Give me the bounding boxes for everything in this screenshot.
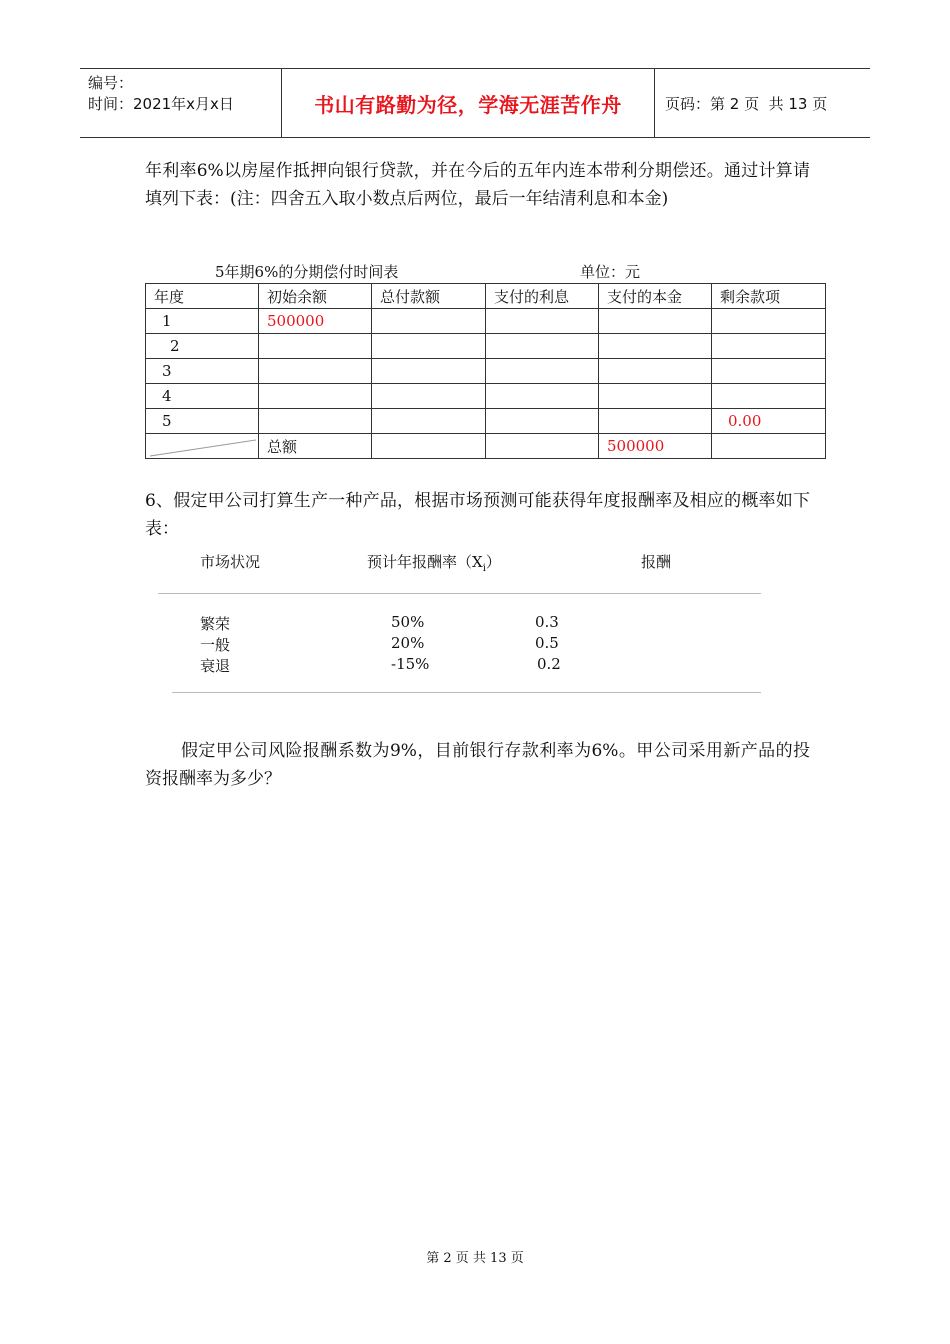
table-cell [599,334,712,359]
header-number-label: 编号： [88,74,134,92]
prob-return: 50% [391,613,425,631]
prob-bottom-rule [172,692,761,693]
table-cell [486,309,599,334]
schedule-title: 5年期6%的分期偿付时间表 [215,263,399,281]
table-cell [599,359,712,384]
header-cell: 总付款额 [372,284,486,309]
page-header [80,68,870,138]
table-header-row [146,284,826,309]
prob-state: 一般 [200,636,231,654]
table-cell [372,434,486,459]
prob-state: 衰退 [200,657,231,675]
table-cell [259,334,372,359]
header-page-info: 页码：第 2 页 共 13 页 [665,94,828,113]
prob-header-reward: 报酬 [641,553,672,571]
year-cell: 5 [146,409,259,434]
schedule-unit: 单位：元 [580,263,641,281]
table-cell [259,359,372,384]
prob-header-return-text: 预计年报酬率（X [367,553,483,571]
prob-probability: 0.3 [535,613,559,631]
prob-probability: 0.2 [537,655,561,673]
table-row [146,309,826,334]
question-6: 6、假定甲公司打算生产一种产品，根据市场预测可能获得年度报酬率及相应的概率如下表： [145,491,810,539]
table-row [146,334,826,359]
header-cell: 支付的利息 [486,284,599,309]
table-cell [372,384,486,409]
total-label: 总额 [259,434,372,459]
header-motto-cell [282,69,655,137]
table-cell [712,384,826,409]
prob-probability: 0.5 [535,634,559,652]
table-cell [486,334,599,359]
diagonal-line [146,434,259,459]
table-cell [259,409,372,434]
table-row [146,359,826,384]
prob-return: 20% [391,634,425,652]
header-meta [80,69,282,137]
year-cell: 1 [146,309,259,334]
table-cell [599,384,712,409]
table-cell [486,359,599,384]
table-cell [712,359,826,384]
table-cell [486,434,599,459]
page-footer: 第 2 页 共 13 页 [426,1251,524,1266]
table-cell [259,384,372,409]
table-total-row [146,434,826,459]
total-principal: 500000 [599,434,712,459]
prob-header-close: ） [485,553,501,571]
year-cell: 3 [146,359,259,384]
table-cell [372,359,486,384]
header-cell: 支付的本金 [599,284,712,309]
table-cell [372,334,486,359]
table-cell [712,434,826,459]
table-cell [372,409,486,434]
year-cell: 2 [146,334,259,359]
header-cell: 年度 [146,284,259,309]
header-cell: 初始余额 [259,284,372,309]
prob-header-market: 市场状况 [200,553,261,571]
table-cell [372,309,486,334]
table-row [146,409,826,434]
amortization-table [145,283,826,459]
table-cell [599,309,712,334]
table-row [146,384,826,409]
table-cell [599,409,712,434]
prob-header-subscript: i [482,563,486,574]
year-cell: 4 [146,384,259,409]
header-motto: 书山有路勤为径，学海无涯苦作舟 [314,92,622,117]
prob-state: 繁荣 [200,615,231,633]
header-cell: 剩余款项 [712,284,826,309]
table-cell: 500000 [259,309,372,334]
final-question: 假定甲公司风险报酬系数为9%，目前银行存款利率为6%。甲公司采用新产品的投资报酬率为多少？ [145,741,810,789]
table-cell [486,384,599,409]
header-date: 时间：2021年x月x日 [88,95,234,113]
table-cell [712,334,826,359]
intro-paragraph: 年利率6%以房屋作抵押向银行贷款，并在今后的五年内连本带利分期偿还。通过计算请填列下表：(注：四舍五入取小数点后两位，最后一年结清利息和本金) [145,161,810,209]
prob-top-rule [158,593,761,594]
prob-header-return [367,551,501,574]
table-cell [712,309,826,334]
prob-return: -15% [391,655,430,673]
table-cell [486,409,599,434]
diagonal-cell [146,434,259,459]
table-cell: 0.00 [712,409,826,434]
